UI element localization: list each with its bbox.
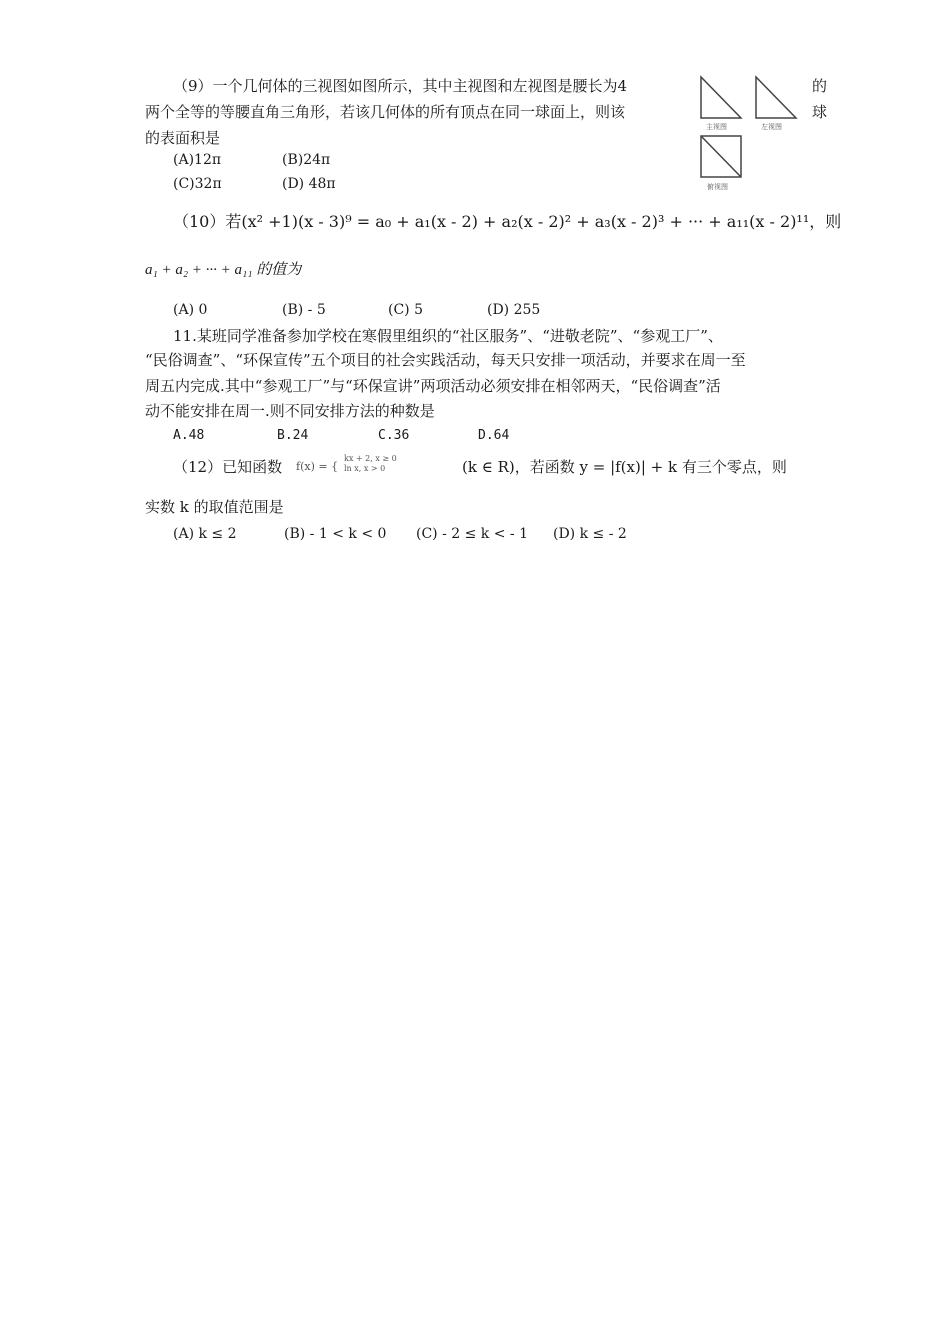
side-view-figure bbox=[752, 74, 800, 124]
q11-line-2: “民俗调查”、“环保宣传”五个项目的社会实践活动，每天只安排一项活动，并要求在周一至 bbox=[145, 351, 746, 369]
front-view-caption: 主视图 bbox=[706, 123, 727, 131]
q12-option-a: (A) k ≤ 2 bbox=[173, 526, 237, 542]
q9-line-1: （9）一个几何体的三视图如图所示，其中主视图和左视图是腰长为4 bbox=[173, 77, 628, 95]
q11-option-d: D.64 bbox=[478, 428, 510, 443]
q12-option-d: (D) k ≤ - 2 bbox=[553, 526, 627, 542]
q11-line-3: 周五内完成.其中“参观工厂”与“环保宣讲”两项活动必须安排在相邻两天，“民俗调查”活 bbox=[145, 377, 721, 395]
q10-option-c: (C) 5 bbox=[388, 302, 423, 318]
q11-option-b: B.24 bbox=[277, 428, 309, 443]
q9-line-1-tail: 的 bbox=[812, 77, 828, 95]
q10-option-b: (B) - 5 bbox=[282, 302, 326, 318]
q9-option-b: (B)24π bbox=[282, 152, 331, 168]
q10-option-a: (A) 0 bbox=[173, 302, 208, 318]
q9-line-3: 的表面积是 bbox=[145, 129, 221, 147]
q11-line-4: 动不能安排在周一.则不同安排方法的种数是 bbox=[145, 402, 435, 420]
q12-piece-bottom: ln x, x > 0 bbox=[344, 464, 386, 473]
side-view-caption: 左视图 bbox=[761, 123, 782, 131]
q9-option-a: (A)12π bbox=[173, 152, 222, 168]
q10-line-2: a₁ + a₂ + ··· + a₁₁ 的值为 bbox=[145, 262, 302, 278]
q12-piece-top: kx + 2, x ≥ 0 bbox=[344, 454, 397, 463]
q12-option-b: (B) - 1 < k < 0 bbox=[284, 526, 387, 542]
q12-option-c: (C) - 2 ≤ k < - 1 bbox=[416, 526, 529, 542]
q11-line-1: 11.某班同学准备参加学校在寒假里组织的“社区服务”、“进敬老院”、“参观工厂”、 bbox=[173, 327, 723, 345]
q9-option-c: (C)32π bbox=[173, 176, 222, 192]
q12-line-1-start: （12）已知函数 bbox=[173, 458, 283, 476]
top-view-figure bbox=[697, 133, 745, 183]
top-view-caption: 俯视图 bbox=[707, 183, 728, 191]
q9-line-2-tail: 球 bbox=[812, 103, 828, 121]
q9-option-d: (D) 48π bbox=[282, 176, 336, 192]
q12-line-2: 实数 k 的取值范围是 bbox=[145, 498, 284, 516]
q11-option-c: C.36 bbox=[378, 428, 410, 443]
q11-option-a: A.48 bbox=[173, 428, 205, 443]
front-view-figure bbox=[697, 74, 745, 124]
q10-option-d: (D) 255 bbox=[487, 302, 541, 318]
q10-line-1: （10）若(x² +1)(x - 3)⁹ = a₀ + a₁(x - 2) + a₂(x - 2)² + a₃(x - 2)³ + ··· + a₁₁(x - 2)¹¹，则 bbox=[173, 212, 842, 231]
q12-line-1-end: (k ∈ R)，若函数 y = |f(x)| + k 有三个零点，则 bbox=[462, 458, 787, 476]
q9-line-2: 两个全等的等腰直角三角形，若该几何体的所有顶点在同一球面上，则该 bbox=[145, 103, 626, 121]
q12-function-name: f(x) = { bbox=[296, 460, 339, 473]
